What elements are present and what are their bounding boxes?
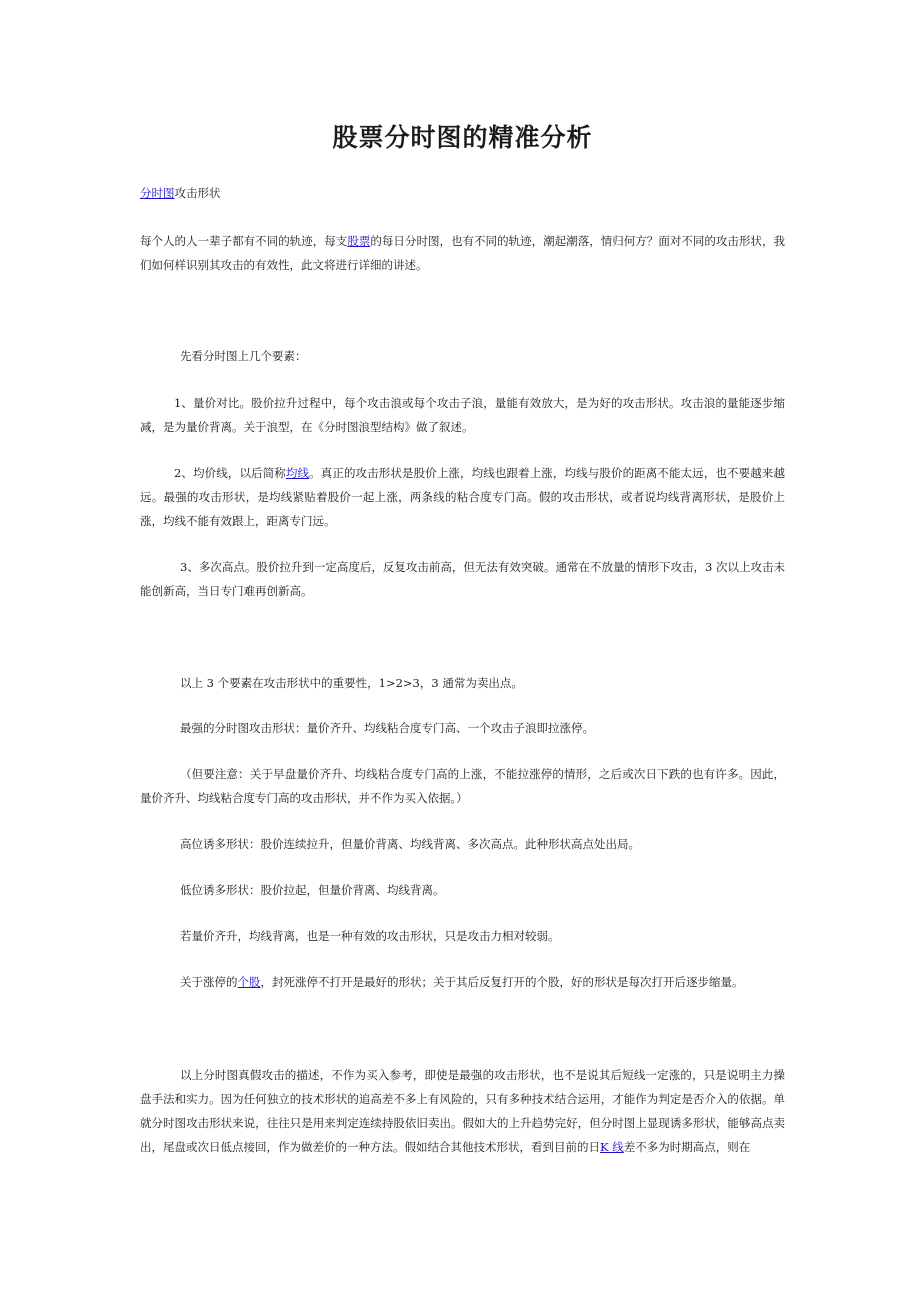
note-paragraph: （但要注意：关于早盘量价齐升、均线粘合度专门高的上涨，不能拉涨停的情形，之后或次日下跌的也有许多。因此，量价齐升、均线粘合度专门高的攻击形状，并不作为买入依据。） (140, 767, 785, 805)
stock-link[interactable]: 股票 (347, 234, 371, 248)
point-2-text-before: 2、均价线，以后简称 (174, 466, 286, 480)
weak-attack-paragraph: 若量价齐升，均线背离，也是一种有效的攻击形状，只是攻击力相对较弱。 (180, 929, 560, 943)
point-1-paragraph: 1、量价对比。股价拉升过程中，每个攻击浪或每个攻击子浪，量能有效放大，是为好的攻击形状。攻击浪的量能逐步缩减，是为量价背离。关于浪型，在《分时图浪型结构》做了叙述。 (140, 396, 785, 434)
kline-link[interactable]: K 线 (600, 1140, 624, 1154)
subtitle (140, 181, 785, 205)
conclusion-text-before: 以上分时图真假攻击的描述，不作为买入参考，即使是最强的攻击形状，也不是说其后短线一定涨的，只是说明主力操盘手法和实力。因为任何独立的技术形状的追高差不多上有风险的，只有多种技术结合运用，才能作为判定是否介入的依据。单就分时图攻击形状来说，往往只是用来判定连续持股依旧卖出。假如大的上升趋势完好，但分时图上显现诱多形状，能够高点卖出，尾盘或次日低点接回，作为做差价的一种方法。假如结合其他技术形状，看到目前的日 (140, 1068, 785, 1154)
elements-intro: 先看分时图上几个要素： (180, 349, 307, 363)
subtitle-text: 攻击形状 (174, 186, 221, 200)
point-3-paragraph: 3、多次高点。股价拉升到一定高度后，反复攻击前高，但无法有效突破。通常在不放量的情形下攻击，3 次以上攻击未能创新高，当日专门难再创新高。 (140, 560, 785, 598)
importance-paragraph: 以上 3 个要素在攻击形状中的重要性，1>2>3，3 通常为卖出点。 (180, 676, 523, 690)
individual-stock-link[interactable]: 个股 (237, 975, 261, 989)
moving-average-link[interactable]: 均线 (285, 466, 310, 480)
page-title: 股票分时图的精准分析 (332, 123, 593, 152)
conclusion-paragraph (140, 1063, 785, 1159)
intro-paragraph (140, 229, 785, 277)
strongest-form-paragraph: 最强的分时图攻击形状：量价齐升、均线粘合度专门高、一个攻击子浪即拉涨停。 (180, 721, 594, 735)
intro-text-before: 每个人的人一辈子都有不同的轨迹，每支 (140, 234, 348, 248)
limit-up-paragraph (140, 970, 785, 994)
high-trap-paragraph: 高位诱多形状：股价连续拉升，但量价背离、均线背离、多次高点。此种形状高点处出局。 (180, 837, 640, 851)
point-2-paragraph (140, 461, 785, 533)
fenshitu-link[interactable]: 分时图 (140, 186, 175, 200)
conclusion-text-after: 差不多为时期高点，则在 (623, 1140, 751, 1154)
limit-up-text-after: ，封死涨停不打开是最好的形状；关于其后反复打开的个股，好的形状是每次打开后逐步缩量。 (260, 975, 744, 989)
intro-text-after: 的每日分时图，也有不同的轨迹，潮起潮落，情归何方？面对不同的攻击形状，我们如何样识别其攻击的有效性，此文将进行详细的讲述。 (140, 234, 786, 272)
limit-up-text-before: 关于涨停的 (180, 975, 238, 989)
point-2-text-after: 。真正的攻击形状是股价上涨，均线也跟着上涨，均线与股价的距离不能太远，也不要越来越远。最强的攻击形状，是均线紧贴着股价一起上涨，两条线的粘合度专门高。假的攻击形状，或者说均线背离形状，是股价上涨，均线不能有效跟上，距离专门远。 (140, 466, 785, 528)
low-trap-paragraph: 低位诱多形状：股价拉起，但量价背离、均线背离。 (180, 883, 445, 897)
